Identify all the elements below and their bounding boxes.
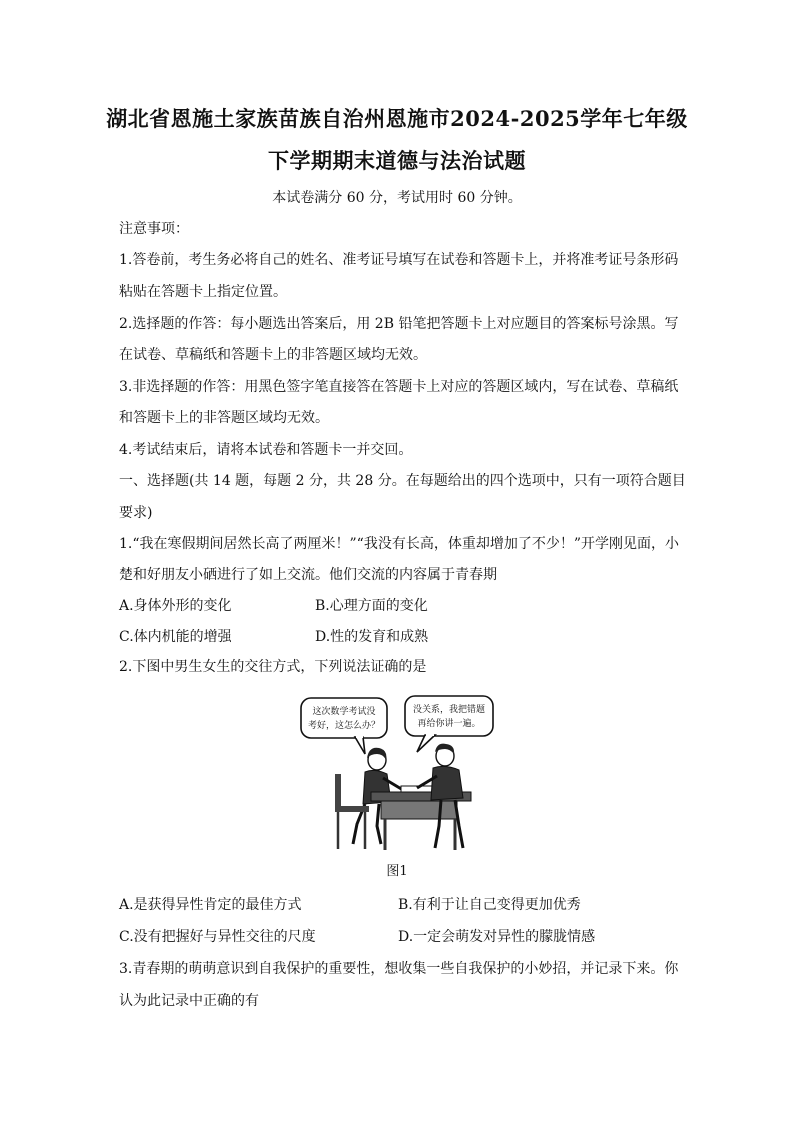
notice-item-3-line-1: 3.非选择题的作答：用黑色签字笔直接答在答题卡上对应的答题区域内，写在试卷、草稿纸 (119, 379, 679, 395)
question-3-stem-line-2: 认为此记录中正确的有 (119, 993, 259, 1009)
notice-item-2-line-2: 在试卷、草稿纸和答题卡上的非答题区域均无效。 (119, 347, 427, 363)
question-2-option-d: D.一定会萌发对异性的朦胧情感 (398, 929, 596, 945)
notice-item-1-line-2: 粘贴在答题卡上指定位置。 (119, 284, 287, 300)
question-2-option-b: B.有利于让自己变得更加优秀 (398, 897, 581, 913)
question-3-stem-line-1: 3.青春期的萌萌意识到自我保护的重要性，想收集一些自我保护的小妙招，并记录下来。你 (119, 961, 679, 977)
notice-item-2-line-1: 2.选择题的作答：每小题选出答案后，用 2B 铅笔把答题卡上对应题目的答案标号涂黑。写 (119, 316, 679, 332)
question-2-option-c: C.没有把握好与异性交往的尺度 (119, 929, 316, 945)
question-1-stem-line-1: 1.“我在寒假期间居然长高了两厘米！”“我没有长高，体重却增加了不少！”开学刚见面，小 (119, 536, 679, 552)
exam-title-line1: 湖北省恩施土家族苗族自治州恩施市2024-2025学年七年级 (106, 106, 688, 131)
section-1-heading-line-1: 一、选择题(共 14 题，每题 2 分，共 28 分。在每题给出的四个选项中，只有一项符合题目 (119, 473, 686, 489)
figure-1-illustration (295, 694, 500, 854)
question-2-stem: 2.下图中男生女生的交往方式，下列说法证确的是 (119, 659, 427, 675)
question-1-option-c: C.体内机能的增强 (119, 629, 232, 645)
notice-item-4: 4.考试结束后，请将本试卷和答题卡一并交回。 (119, 442, 413, 458)
right-speech-bubble (405, 696, 493, 752)
exam-title-line2: 下学期期末道德与法治试题 (268, 148, 526, 173)
exam-subtitle: 本试卷满分 60 分，考试用时 60 分钟。 (272, 190, 522, 206)
question-1-stem-line-2: 楚和好朋友小硒进行了如上交流。他们交流的内容属于青春期 (119, 567, 497, 583)
figure-1-caption: 图1 (386, 864, 408, 879)
left-speech-bubble (301, 698, 387, 754)
right-bubble-text-1: 没关系，我把错题 (412, 705, 486, 715)
question-2-option-a: A.是获得异性肯定的最佳方式 (119, 897, 302, 913)
notice-heading: 注意事项： (119, 221, 189, 237)
right-bubble-text-2: 再给你讲一遍。 (417, 719, 481, 729)
question-1-option-a: A.身体外形的变化 (119, 598, 232, 614)
section-1-heading-line-2: 要求) (119, 505, 153, 521)
notice-item-1-line-1: 1.答卷前，考生务必将自己的姓名、准考证号填写在试卷和答题卡上，并将准考证号条形码 (119, 252, 679, 268)
left-bubble-text-1: 这次数学考试没 (312, 707, 376, 717)
question-1-option-d: D.性的发育和成熟 (315, 629, 429, 645)
question-1-option-b: B.心理方面的变化 (315, 598, 428, 614)
notice-item-3-line-2: 和答题卡上的非答题区域均无效。 (119, 410, 329, 426)
left-bubble-text-2: 考好，这怎么办？ (307, 721, 381, 731)
